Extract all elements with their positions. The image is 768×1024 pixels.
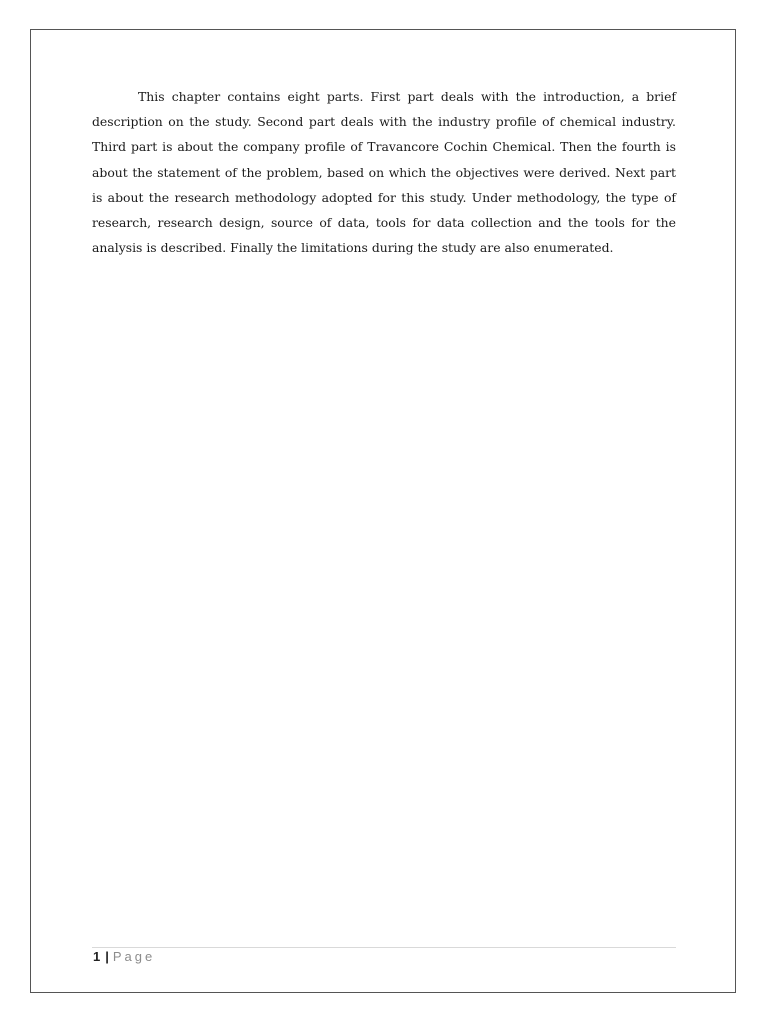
page-label: Page	[112, 949, 156, 964]
page-number: 1	[93, 949, 101, 964]
footer-separator: |	[105, 949, 109, 964]
footer-divider	[92, 947, 676, 948]
body-paragraph: This chapter contains eight parts. First part deals with the introduction, a brief description on the study. Second part deals with the industry profile of chemical industry. Third part is about the company profile of Travancore Cochin Chemical. Then the fourth is about the statement of the problem, based on which the objectives were derived. Next part is about the research methodology adopted for this study. Under methodology, the type of research, research design, source of data, tools for data collection and the tools for the analysis is described. Finally the limitations during the study are also enumerated.	[92, 89, 676, 256]
page-footer	[93, 948, 155, 966]
